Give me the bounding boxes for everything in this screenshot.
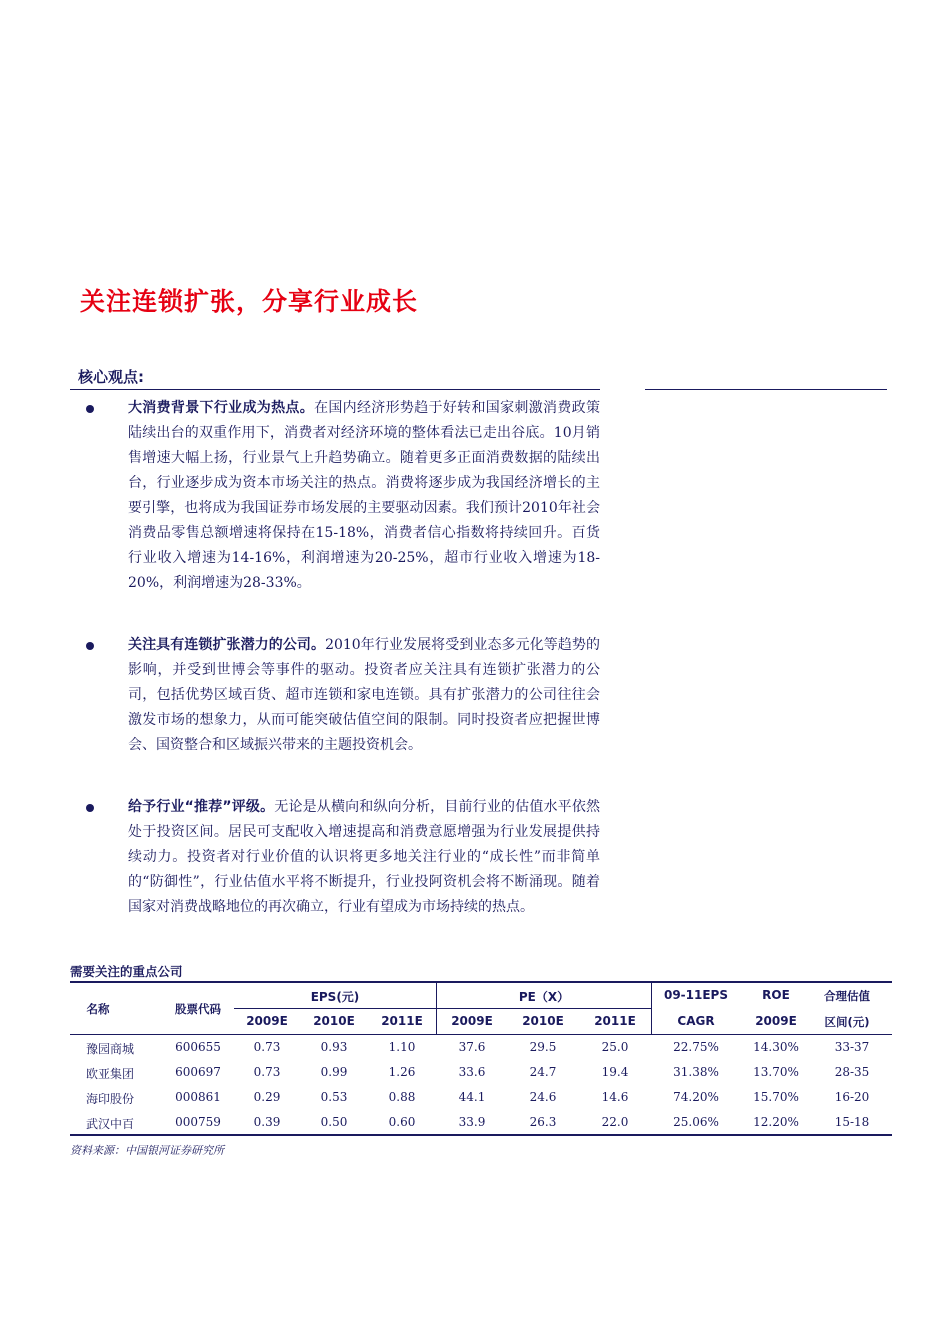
cell-eps-2009: 0.73	[253, 1040, 281, 1054]
cell-pe-2011: 19.4	[601, 1065, 629, 1079]
bullet-icon	[86, 804, 94, 812]
cell-pe-2010: 29.5	[529, 1040, 557, 1054]
heading-divider-right	[645, 389, 887, 390]
cell-pe-2011: 25.0	[601, 1040, 629, 1054]
cell-pe-2010: 24.7	[529, 1065, 557, 1079]
report-title: 关注连锁扩张，分享行业成长	[80, 287, 419, 316]
header-name: 名称	[86, 1002, 110, 1016]
table-header-rule	[70, 1034, 892, 1035]
cell-eps-2009: 0.39	[253, 1115, 281, 1129]
cell-pe-2011: 22.0	[601, 1115, 629, 1129]
header-year: 2010E	[522, 1014, 564, 1028]
cell-name: 欧亚集团	[85, 1067, 134, 1081]
header-code: 股票代码	[175, 1002, 221, 1016]
header-cagr-top: 09-11EPS	[663, 988, 728, 1002]
cell-valuation: 16-20	[834, 1090, 870, 1104]
cell-roe: 14.30%	[753, 1040, 799, 1054]
cell-eps-2009: 0.73	[253, 1065, 281, 1079]
cell-code: 600697	[175, 1065, 221, 1079]
viewpoint-2-lead: 关注具有连锁扩张潜力的公司。	[128, 637, 326, 653]
pe-group-line	[437, 1008, 651, 1009]
viewpoint-3	[128, 795, 600, 920]
viewpoint-1-lead: 大消费背景下行业成为热点。	[128, 400, 315, 416]
header-year: 2009E	[451, 1014, 493, 1028]
table-top-rule	[70, 981, 892, 983]
cell-eps-2011: 0.88	[388, 1090, 416, 1104]
cell-name: 武汉中百	[85, 1117, 134, 1131]
header-year: 2011E	[381, 1014, 423, 1028]
viewpoint-1-body: 在国内经济形势趋于好转和国家刺激消费政策陆续出台的双重作用下，消费者对经济环境的整体看法已走出谷底。10月销售增速大幅上扬，行业景气上升趋势确立。随着更多正面消费数据的陆续出台，行业逐步成为资本市场关注的热点。消费将逐步成为我国经济增长的主要引擎，也将成为我国证券市场发展的主要驱动因素。我们预计2010年社会消费品零售总额增速将保持在15-18%，消费者信心指数将持续回升。百货行业收入增速为14-16%，利润增速为20-25%，超市行业收入增速为18-20%，利润增速为28-33%。	[128, 400, 600, 591]
header-roe-bottom: 2009E	[755, 1014, 797, 1028]
cell-code: 600655	[175, 1040, 221, 1054]
cell-pe-2009: 33.6	[458, 1065, 486, 1079]
cell-pe-2010: 26.3	[529, 1115, 557, 1129]
cell-eps-2010: 0.53	[320, 1090, 348, 1104]
cell-cagr: 22.75%	[673, 1040, 719, 1054]
source-note: 资料来源：中国银河证券研究所	[70, 1144, 224, 1157]
cell-roe: 13.70%	[753, 1065, 799, 1079]
cell-cagr: 25.06%	[673, 1115, 719, 1129]
cell-eps-2010: 0.93	[320, 1040, 348, 1054]
cell-eps-2011: 0.60	[388, 1115, 416, 1129]
cell-name: 海印股份	[85, 1092, 134, 1106]
bullet-icon	[86, 642, 94, 650]
cell-cagr: 74.20%	[673, 1090, 719, 1104]
header-year: 2009E	[246, 1014, 288, 1028]
header-eps: EPS(元)	[310, 990, 360, 1004]
cell-valuation: 28-35	[834, 1065, 870, 1079]
cell-eps-2009: 0.29	[253, 1090, 281, 1104]
eps-group-line	[234, 1008, 436, 1009]
cell-code: 000861	[175, 1090, 221, 1104]
cell-name: 豫园商城	[85, 1042, 134, 1056]
viewpoint-1	[128, 396, 600, 596]
header-valuation-top: 合理估值	[824, 989, 870, 1003]
cell-cagr: 31.38%	[673, 1065, 719, 1079]
cell-valuation: 15-18	[834, 1115, 870, 1129]
header-year: 2011E	[594, 1014, 636, 1028]
cell-pe-2009: 33.9	[458, 1115, 486, 1129]
cell-valuation: 33-37	[834, 1040, 870, 1054]
cell-pe-2010: 24.6	[529, 1090, 557, 1104]
cell-eps-2010: 0.50	[320, 1115, 348, 1129]
core-viewpoints-heading: 核心观点:	[78, 368, 144, 386]
header-roe-top: ROE	[762, 988, 790, 1002]
header-year: 2010E	[313, 1014, 355, 1028]
cell-roe: 15.70%	[753, 1090, 799, 1104]
header-cagr-bottom: CAGR	[677, 1014, 715, 1028]
viewpoint-3-body: 无论是从横向和纵向分析，目前行业的估值水平依然处于投资区间。居民可支配收入增速提高和消费意愿增强为行业发展提供持续动力。投资者对行业价值的认识将更多地关注行业的“成长性”而非简单的“防御性”，行业估值水平将不断提升，行业投阿资机会将不断涌现。随着国家对消费战略地位的再次确立，行业有望成为市场持续的热点。	[128, 799, 601, 915]
viewpoint-2-body: 2010年行业发展将受到业态多元化等趋势的影响，并受到世博会等事件的驱动。投资者应关注具有连锁扩张潜力的公司，包括优势区域百货、超市连锁和家电连锁。具有扩张潜力的公司往往会激发市场的想象力，从而可能突破估值空间的限制。同时投资者应把握世博会、国资整合和区域振兴带来的主题投资机会。	[128, 637, 601, 753]
table-bottom-rule	[70, 1134, 892, 1136]
cell-roe: 12.20%	[753, 1115, 799, 1129]
header-pe: PE（X）	[518, 990, 570, 1004]
bullet-icon	[86, 405, 94, 413]
heading-divider-left	[70, 389, 600, 390]
cell-pe-2009: 37.6	[458, 1040, 486, 1054]
viewpoint-2	[128, 633, 600, 758]
table-title: 需要关注的重点公司	[70, 964, 183, 979]
header-valuation-bottom: 区间(元)	[824, 1015, 870, 1029]
cell-pe-2011: 14.6	[601, 1090, 629, 1104]
cell-pe-2009: 44.1	[458, 1090, 486, 1104]
cell-eps-2011: 1.26	[388, 1065, 416, 1079]
cell-code: 000759	[175, 1115, 221, 1129]
cell-eps-2010: 0.99	[320, 1065, 348, 1079]
viewpoint-3-lead: 给予行业“推荐”评级。	[128, 799, 275, 815]
cell-eps-2011: 1.10	[388, 1040, 416, 1054]
